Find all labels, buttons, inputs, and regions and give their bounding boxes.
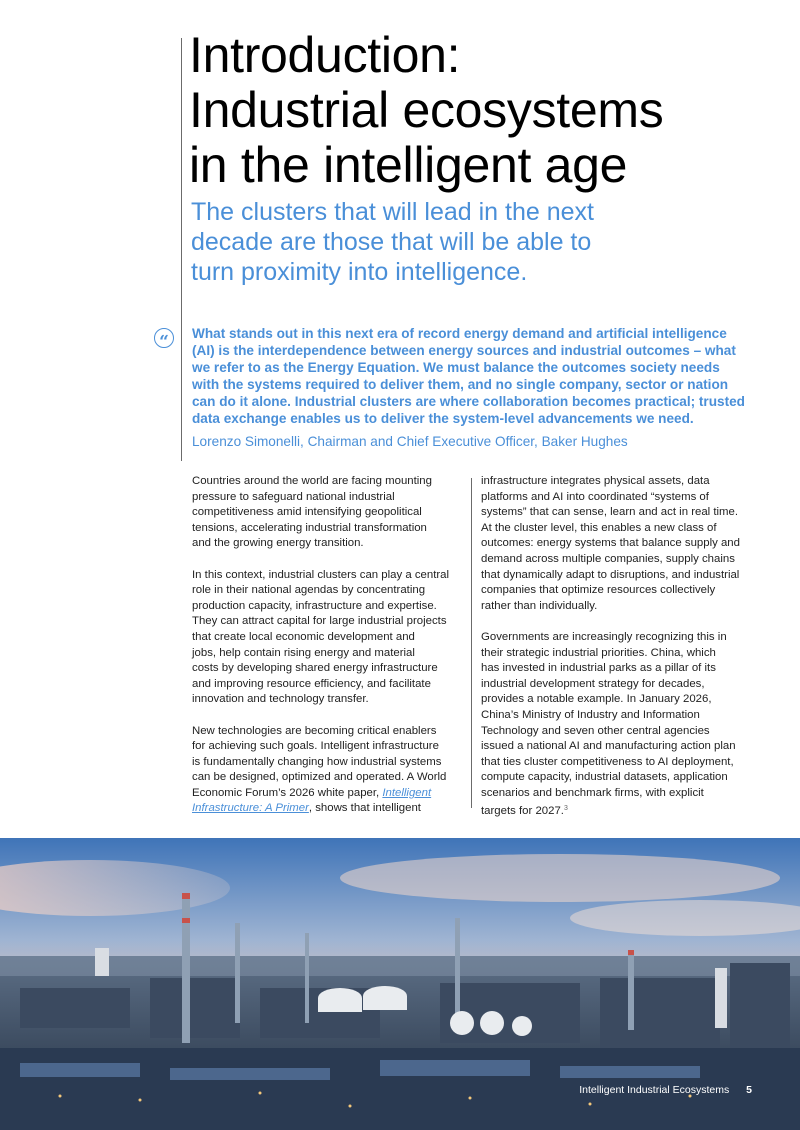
body-column-left <box>192 474 460 817</box>
quote-line: we refer to as the Energy Equation. We must balance the outcomes society needs <box>192 360 720 375</box>
footer-label: Intelligent Industrial Ecosystems <box>579 1084 730 1096</box>
text-fragment: Economic Forum’s 2026 white paper, <box>192 786 383 799</box>
footnote-marker[interactable]: 3 <box>563 805 568 813</box>
quote-line: data exchange enables us to deliver the system-level advancements we need. <box>192 411 694 426</box>
quote-mark-icon: “ <box>154 328 174 348</box>
title-line: in the intelligent age <box>189 137 628 193</box>
page-subtitle <box>191 197 751 287</box>
text-line: In this context, industrial clusters can play a central <box>192 568 450 581</box>
text-line: for achieving such goals. Intelligent infrastructure <box>192 740 439 753</box>
title-line: Introduction: <box>189 27 461 83</box>
text-line: rather than individually. <box>481 599 598 612</box>
text-line: their strategic industrial priorities. China, which <box>481 646 716 659</box>
title-line: Industrial ecosystems <box>189 82 664 138</box>
text-line: China’s Ministry of Industry and Information <box>481 708 700 721</box>
text-line: provides a notable example. In January 2026, <box>481 693 712 706</box>
text-line <box>481 801 771 817</box>
pull-quote <box>192 325 752 427</box>
body-column-right <box>481 474 771 817</box>
subtitle-line: decade are those that will be able to <box>191 228 592 256</box>
text-line: Governments are increasingly recognizing this in <box>481 630 727 643</box>
text-fragment: , shows that intelligent <box>308 802 421 815</box>
text-fragment: targets for 2027. <box>481 805 564 818</box>
title-vertical-rule <box>181 38 182 461</box>
text-line: compute capacity, industrial datasets, application <box>481 771 728 784</box>
text-line: demand across multiple companies, supply chains <box>481 552 735 565</box>
text-line: New technologies are becoming critical enablers <box>192 724 437 737</box>
text-line: competitiveness amid intensifying geopolitical <box>192 506 422 519</box>
text-line: innovation and technology transfer. <box>192 693 369 706</box>
white-paper-link[interactable]: Infrastructure: A Primer <box>192 802 309 815</box>
subtitle-line: turn proximity into intelligence. <box>191 258 528 286</box>
text-line: Countries around the world are facing mounting <box>192 475 432 487</box>
paragraph <box>192 568 460 708</box>
text-line: that dynamically adapt to disruptions, and industrial <box>481 568 740 581</box>
quote-line: (AI) is the interdependence between energy sources and industrial outcomes – what <box>192 343 736 358</box>
quote-attribution: Lorenzo Simonelli, Chairman and Chief Executive Officer, Baker Hughes <box>192 434 628 449</box>
text-line: outcomes: energy systems that balance supply and <box>481 537 740 550</box>
text-line: is fundamentally changing how industrial systems <box>192 755 442 768</box>
text-line: Technology and seven other central agencies <box>481 724 710 737</box>
text-line: scenarios and benchmark firms, with explicit <box>481 786 704 799</box>
text-line <box>192 786 460 802</box>
text-line: that ties cluster competitiveness to AI deployment, <box>481 755 734 768</box>
text-line: production capacity, infrastructure and expertise. <box>192 599 437 612</box>
text-line: jobs, help contain rising energy and material <box>192 646 415 659</box>
text-line: has invested in industrial parks as a pillar of its <box>481 662 716 675</box>
text-line: platforms and AI into coordinated “systems of <box>481 490 709 503</box>
text-line: industrial development strategy for decades, <box>481 677 705 690</box>
paragraph <box>481 474 771 614</box>
text-line: pressure to safeguard national industrial <box>192 490 395 503</box>
page-number: 5 <box>746 1084 752 1096</box>
subtitle-line: The clusters that will lead in the next <box>191 198 594 226</box>
text-line: and the growing energy transition. <box>192 537 364 550</box>
text-line: can be designed, optimized and operated. A World <box>192 771 447 784</box>
page-title <box>189 28 789 193</box>
page-footer <box>579 1084 752 1096</box>
text-line: They can attract capital for large industrial projects <box>192 615 447 628</box>
column-divider <box>471 478 472 808</box>
text-line: companies that optimize resources collectively <box>481 584 716 597</box>
text-line: systems” that can sense, learn and act in real time. <box>481 506 739 519</box>
paragraph <box>481 630 771 817</box>
text-line: tensions, accelerating industrial transformation <box>192 521 427 534</box>
text-line: role in their national agendas by concentrating <box>192 584 426 597</box>
text-line: costs by developing shared energy infrastructure <box>192 662 438 675</box>
quote-line: with the systems required to deliver them, and no single company, sector or nation <box>192 377 729 392</box>
paragraph <box>192 724 460 818</box>
quote-line: What stands out in this next era of record energy demand and artificial intelligence <box>192 326 727 341</box>
text-line: infrastructure integrates physical assets, data <box>481 475 710 487</box>
text-line: At the cluster level, this enables a new class of <box>481 521 717 534</box>
paragraph <box>192 474 460 552</box>
text-line: issued a national AI and manufacturing action plan <box>481 740 736 753</box>
white-paper-link[interactable]: Intelligent <box>382 786 432 799</box>
quote-line: can do it alone. Industrial clusters are where collaboration becomes practical; trusted <box>192 394 745 409</box>
text-line: that create local economic development and <box>192 630 415 643</box>
text-line: and improving resource efficiency, and facilitate <box>192 677 431 690</box>
text-line <box>192 801 460 817</box>
